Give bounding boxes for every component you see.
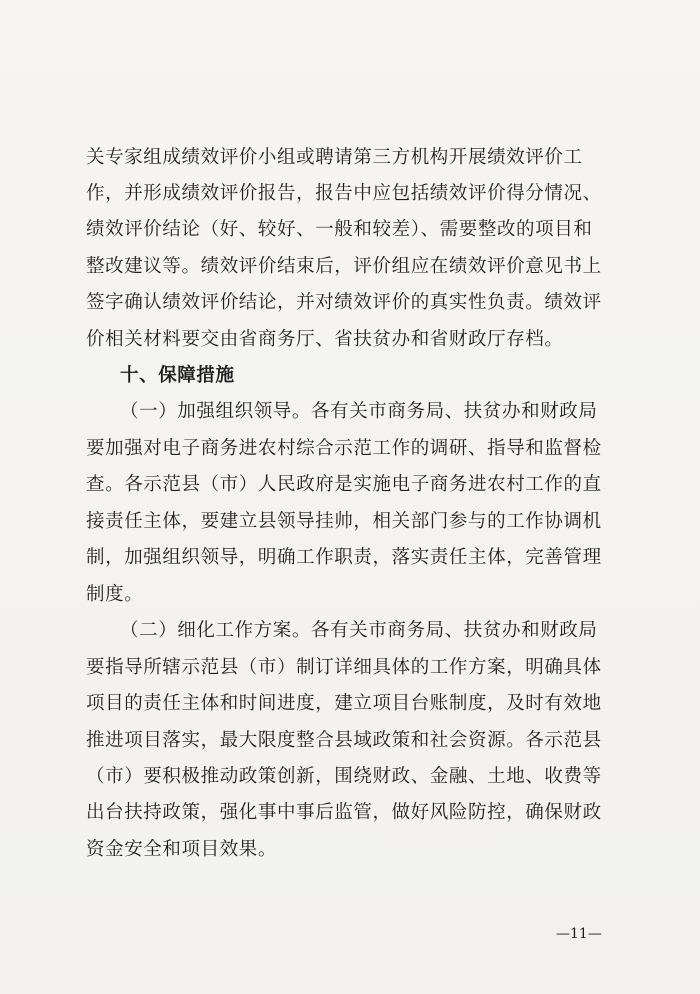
body-line: 推进项目落实，最大限度整合县域政策和社会资源。各示范县 bbox=[86, 730, 602, 751]
body-line: 签字确认绩效评价结论，并对绩效评价的真实性负责。绩效评 bbox=[86, 292, 602, 313]
body-line: 资金安全和项目效果。 bbox=[86, 839, 278, 860]
paragraph-first-line: （二）细化工作方案。各有关市商务局、扶贫办和财政局 bbox=[120, 620, 598, 641]
body-line: 制度。 bbox=[86, 584, 144, 605]
body-line: 要指导所辖示范县（市）制订详细具体的工作方案，明确具体 bbox=[86, 657, 602, 678]
body-line: 关专家组成绩效评价小组或聘请第三方机构开展绩效评价工 bbox=[86, 147, 583, 168]
body-line: 查。各示范县（市）人民政府是实施电子商务进农村工作的直 bbox=[86, 474, 602, 495]
body-line: 项目的责任主体和时间进度，建立项目台账制度，及时有效地 bbox=[86, 693, 602, 714]
body-line: 整改建议等。绩效评价结束后，评价组应在绩效评价意见书上 bbox=[86, 256, 602, 277]
body-line: 作，并形成绩效评价报告，报告中应包括绩效评价得分情况、 bbox=[86, 183, 602, 204]
page-number: —11— bbox=[556, 926, 602, 942]
body-line: 绩效评价结论（好、较好、一般和较差）、需要整改的项目和 bbox=[86, 219, 593, 240]
body-line: 接责任主体，要建立县领导挂帅，相关部门参与的工作协调机 bbox=[86, 511, 602, 532]
body-line: 出台扶持政策，强化事中事后监管，做好风险防控，确保财政 bbox=[86, 802, 602, 823]
paragraph-first-line: （一）加强组织领导。各有关市商务局、扶贫办和财政局 bbox=[120, 401, 598, 422]
body-line: 制，加强组织领导，明确工作职责，落实责任主体，完善管理 bbox=[86, 547, 602, 568]
section-heading: 十、保障措施 bbox=[120, 365, 235, 386]
body-line: 要加强对电子商务进农村综合示范工作的调研、指导和监督检 bbox=[86, 438, 602, 459]
body-line: （市）要积极推动政策创新，围绕财政、金融、土地、收费等 bbox=[86, 766, 602, 787]
body-line: 价相关材料要交由省商务厅、省扶贫办和省财政厅存档。 bbox=[86, 329, 564, 350]
